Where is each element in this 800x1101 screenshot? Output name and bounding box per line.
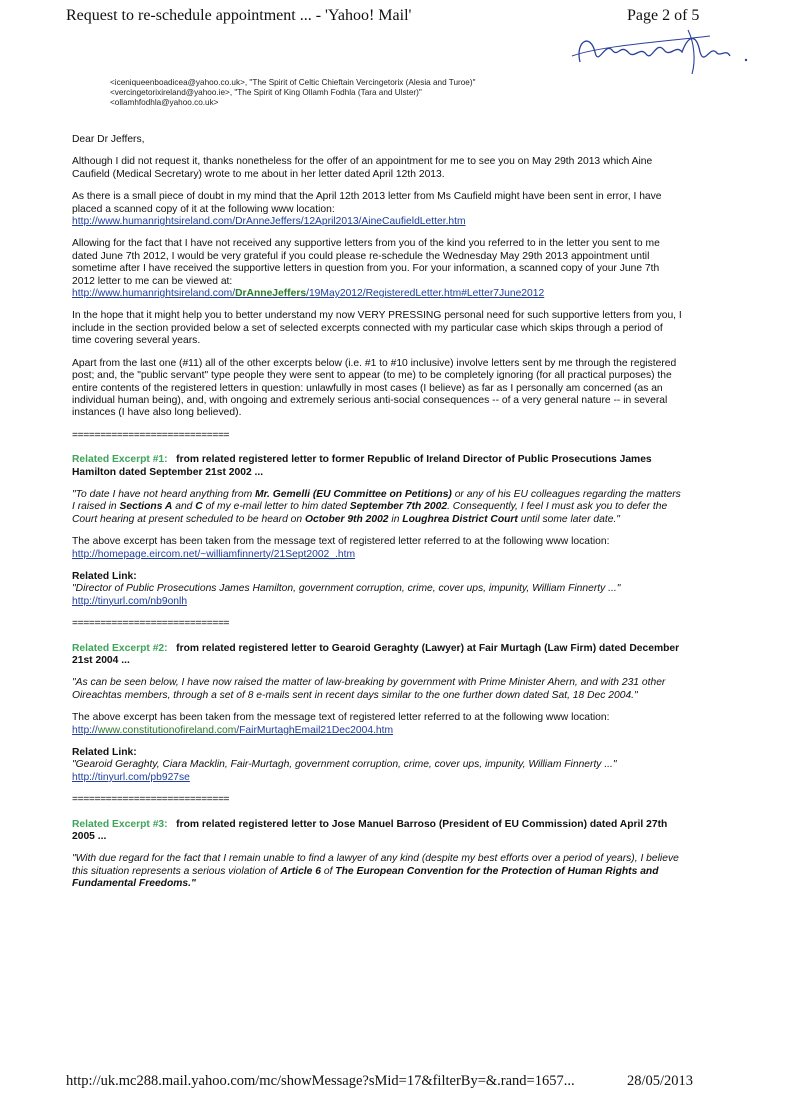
footer-url: http://uk.mc288.mail.yahoo.com/mc/showMessage?sMid=17&filterBy=&.rand=1657... (66, 1073, 575, 1089)
paragraph-text: As there is a small piece of doubt in my mind that the April 12th 2013 letter from Ms Caufield might have been sent in error, I have placed a scanned copy of it at the following www location: (72, 191, 662, 215)
excerpt-quote: "To date I have not heard anything from Mr. Gemelli (EU Committee on Petitions) or any of his EU colleagues regarding the matters I raised in Sections A and C of my e-mail letter to him dated September 7th 2002. Consequently, I feel I must ask you to defer the Court hearing at present scheduled to be heard on October 9th 2002 in Loughrea District Court until some later date." (72, 488, 681, 525)
excerpt-3 (72, 819, 684, 891)
recipient-line: <iceniqueenboadicea@yahoo.co.uk>, "The Spirit of Celtic Chieftain Vercingetorix (Alesia and Turoe)" (110, 78, 476, 87)
excerpt-source: The above excerpt has been taken from the message text of registered letter referred to at the following www location: http://homepage.eircom.net/~williamfinnerty/21Sept2002_.htm (72, 536, 684, 561)
link-caufield-letter[interactable]: http://www.humanrightsireland.com/DrAnneJeffers/12April2013/AineCaufieldLetter.htm (72, 216, 466, 228)
recipient-line: <vercingetorixireland@yahoo.ie>, "The Spirit of King Ollamh Fodhla (Tara and Ulster)" (110, 88, 422, 97)
related-link (72, 571, 684, 608)
excerpt-quote: "As can be seen below, I have now raised the matter of law-breaking by government with Prime Minister Ahern, and with 231 other Oireachtas members, through a set of 8 e-mails sent in recent days similar to the one further down dated Sat, 18 Dec 2004." (72, 677, 666, 701)
excerpt-1 (72, 454, 684, 608)
related-link-url[interactable]: http://tinyurl.com/pb927se (72, 771, 190, 783)
excerpt-link[interactable]: http://www.constitutionofireland.com/FairMurtaghEmail21Dec2004.htm (72, 724, 394, 736)
separator: ============================ (72, 794, 230, 806)
paragraph: Apart from the last one (#11) all of the other excerpts below (i.e. #1 to #10 inclusive) involve letters sent by me through the registered post; and, the "public servant" type people they were sent to appear (to me) to be completely ignoring (for all practical purposes) the entire contents of the registered letters in question: unlawfully in most cases (I believe) as far as I personally am concerned (as an individual human being), and, with ongoing and extremely serious anti-social consequences -- of a very general nature -- in several instances (I have also long believed). (72, 357, 677, 419)
paragraph (72, 238, 684, 300)
paragraph: In the hope that it might help you to better understand my now VERY PRESSING personal need for such supportive letters from you, I include in the section provided below a set of selected excerpts connected with my particular case which skips through a period of time covering several years. (72, 310, 682, 347)
related-link (72, 747, 684, 784)
excerpt-label: Related Excerpt #2: (72, 642, 168, 654)
excerpt-heading: Related Excerpt #1: from related registered letter to former Republic of Ireland Director of Public Prosecutions James Hamilton dated September 21st 2002 ... (72, 454, 652, 478)
greeting: Dear Dr Jeffers, (72, 134, 145, 145)
page-number: Page 2 of 5 (627, 7, 700, 24)
related-link-heading: Related Link: (72, 747, 137, 759)
paragraph (72, 191, 684, 228)
recipient-list (110, 78, 475, 108)
document-title: Request to re-schedule appointment ... - 'Yahoo! Mail' (66, 7, 412, 24)
separator: ============================ (72, 429, 230, 441)
related-link-text: "Gearoid Geraghty, Ciara Macklin, Fair-Murtagh, government corruption, crime, cover ups, impunity, William Finnerty ..." (72, 759, 617, 771)
excerpt-2 (72, 643, 684, 785)
excerpt-heading: Related Excerpt #2: from related registered letter to Gearoid Geraghty (Lawyer) at Fair Murtagh (Law Firm) dated December 21st 2004 ... (72, 642, 680, 666)
excerpt-heading: Related Excerpt #3: from related registered letter to Jose Manuel Barroso (President of EU Commission) dated April 27th 2005 ... (72, 818, 668, 843)
separator: ============================ (72, 618, 230, 630)
excerpt-label: Related Excerpt #3: (72, 818, 168, 830)
email-body (72, 134, 684, 901)
excerpt-link[interactable]: http://homepage.eircom.net/~williamfinnerty/21Sept2002_.htm (72, 548, 356, 560)
excerpt-label: Related Excerpt #1: (72, 454, 168, 466)
recipient-line: <ollamhfodhla@yahoo.co.uk> (110, 98, 219, 107)
related-link-heading: Related Link: (72, 570, 137, 582)
footer-date: 28/05/2013 (627, 1073, 694, 1089)
related-link-text: "Director of Public Prosecutions James Hamilton, government corruption, crime, cover ups, impunity, William Finnerty ..." (72, 583, 621, 595)
paragraph-text: Allowing for the fact that I have not received any supportive letters from you of the kind you referred to in the letter you sent to me dated June 7th 2012, I would be very grateful if you could please re-schedule the Wednesday May 29th 2013 appointment until sometime after I have received the supportive letters in question from you. For your information, a scanned copy of your June 7th 2012 letter to me can be viewed at: (72, 238, 660, 287)
handwritten-signature (560, 22, 760, 82)
excerpt-source: The above excerpt has been taken from the message text of registered letter referred to at the following www location: http://www.constitutionofireland.com/FairMurtaghEmail21Dec2004.htm (72, 712, 684, 737)
link-registered-letter[interactable]: http://www.humanrightsireland.com/DrAnneJeffers/19May2012/RegisteredLetter.htm#Letter7June2012 (72, 288, 545, 300)
related-link-url[interactable]: http://tinyurl.com/nb9onlh (72, 595, 188, 607)
excerpt-quote: "With due regard for the fact that I remain unable to find a lawyer of any kind (despite my best efforts over a period of years), I believe this situation represents a serious violation of Article 6 of The European Convention for the Protection of Human Rights and Fundamental Freedoms." (72, 853, 679, 890)
paragraph: Although I did not request it, thanks nonetheless for the offer of an appointment for me to see you on May 29th 2013 which Aine Caufield (Medical Secretary) wrote to me about in her letter dated April 12th 2013. (72, 156, 653, 180)
